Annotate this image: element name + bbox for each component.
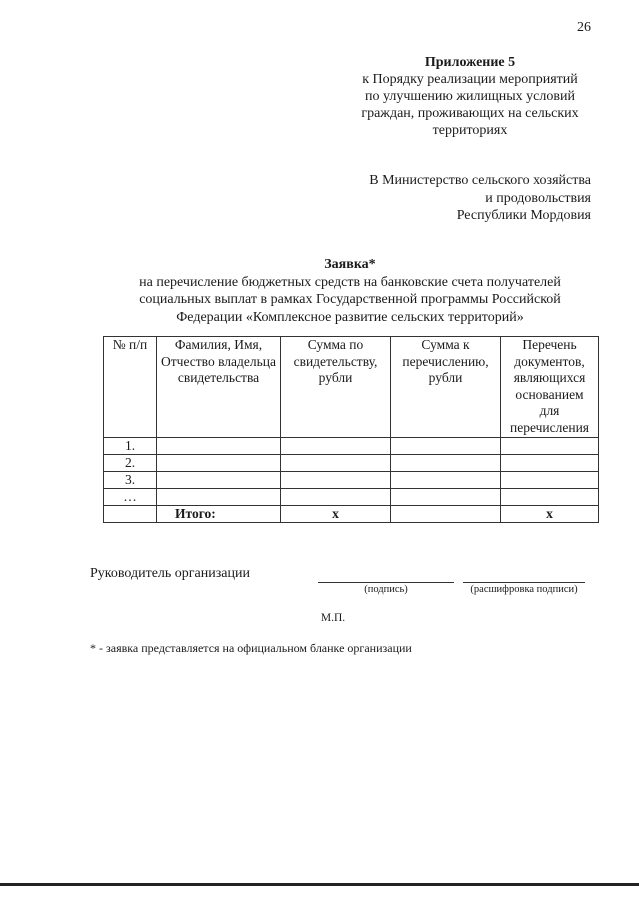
appendix-title: Приложение 5 (424, 55, 516, 70)
cell-documents (501, 438, 599, 455)
table-header-row (104, 337, 599, 438)
page-number: 26 (577, 20, 591, 35)
cell-transfer-sum (391, 455, 501, 472)
total-documents-mark: х (501, 506, 599, 523)
addressee-block (291, 172, 591, 225)
appendix-line: по улучшению жилищных условий (365, 89, 575, 104)
addressee-line: Республики Мордовия (456, 208, 591, 223)
signature-decoding-line (463, 582, 585, 583)
cell-certificate-sum (281, 489, 391, 506)
signature-decoding-caption: (расшифровка подписи) (470, 584, 578, 595)
stamp-place-label: М.П. (320, 612, 346, 624)
cell-name (157, 455, 281, 472)
total-certificate-mark: х (281, 506, 391, 523)
table-row (104, 472, 599, 489)
cell-documents (501, 455, 599, 472)
addressee-line: и продовольствия (485, 190, 591, 206)
column-header-transfer-sum: Сумма к перечислению, рубли (391, 337, 501, 438)
footnote: * - заявка представляется на официальном бланке организации (90, 641, 412, 655)
column-header-documents: Перечень документов, являющихся основанием для перечисления (501, 337, 599, 438)
column-header-certificate-sum: Сумма по свидетельству, рубли (281, 337, 391, 438)
column-header-name: Фамилия, Имя, Отчество владельца свидетельства (157, 337, 281, 438)
request-table (103, 336, 599, 523)
appendix-line: территориях (432, 123, 508, 138)
cell-certificate-sum (281, 438, 391, 455)
request-heading (90, 256, 610, 326)
cell-documents (501, 489, 599, 506)
table-row (104, 438, 599, 455)
table-row (104, 489, 599, 506)
row-number: 1. (104, 438, 157, 455)
table-total-row (104, 506, 599, 523)
cell-documents (501, 472, 599, 489)
total-number-cell (104, 506, 157, 523)
appendix-block (330, 54, 610, 139)
cell-transfer-sum (391, 472, 501, 489)
appendix-line: к Порядку реализации мероприятий (362, 72, 578, 87)
row-number: … (104, 489, 157, 506)
total-label: Итого: (157, 506, 281, 523)
cell-name (157, 438, 281, 455)
cell-name (157, 472, 281, 489)
bottom-rule (0, 883, 639, 886)
signature-line (318, 582, 454, 583)
request-title: Заявка* (324, 257, 376, 272)
addressee-line: В Министерство сельского хозяйства (369, 173, 591, 188)
total-transfer-sum (391, 506, 501, 523)
cell-name (157, 489, 281, 506)
signer-label: Руководитель организации (90, 566, 250, 581)
appendix-line: граждан, проживающих на сельских (361, 106, 579, 121)
cell-certificate-sum (281, 455, 391, 472)
signature-caption: (подпись) (364, 584, 408, 595)
column-header-number: № п/п (104, 337, 157, 438)
request-line: на перечисление бюджетных средств на банковские счета получателей (139, 274, 561, 290)
cell-transfer-sum (391, 438, 501, 455)
request-line: Федерации «Комплексное развитие сельских территорий» (176, 309, 524, 325)
row-number: 3. (104, 472, 157, 489)
request-line: социальных выплат в рамках Государственной программы Российской (139, 292, 561, 307)
table-row (104, 455, 599, 472)
cell-certificate-sum (281, 472, 391, 489)
cell-transfer-sum (391, 489, 501, 506)
row-number: 2. (104, 455, 157, 472)
